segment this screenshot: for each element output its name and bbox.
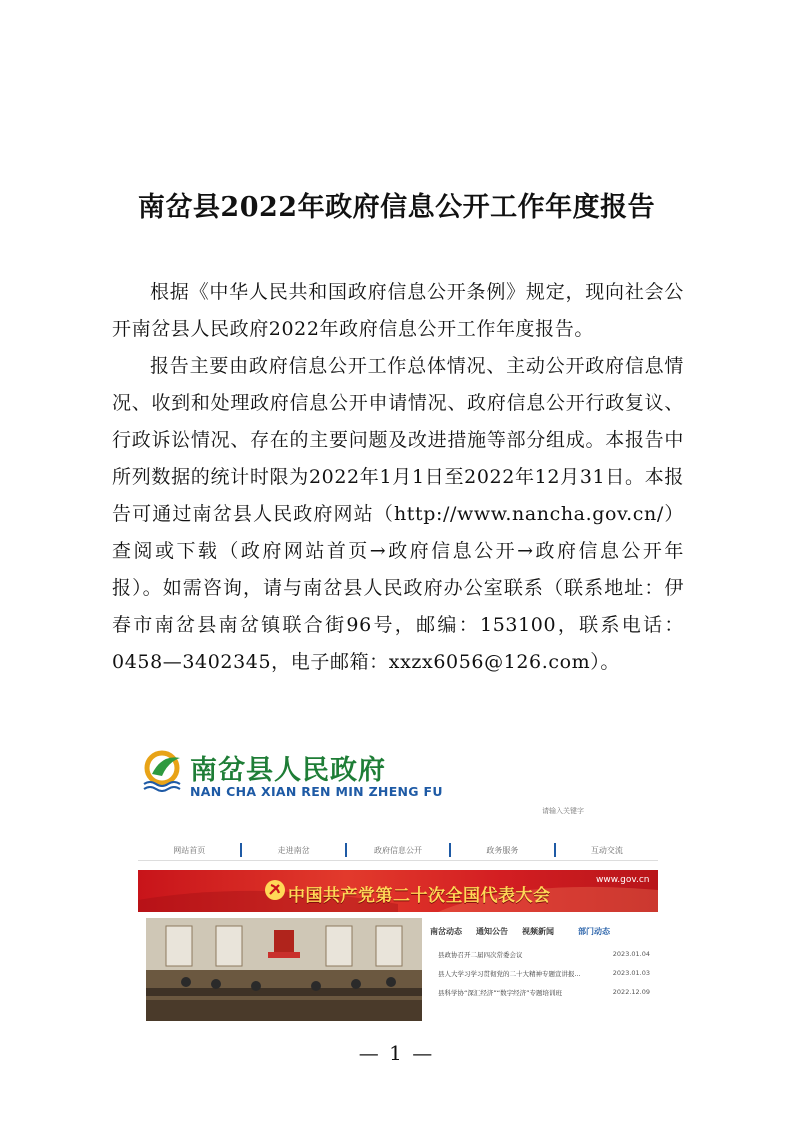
intro-paragraph: 根据《中华人民共和国政府信息公开条例》规定，现向社会公开南岔县人民政府2022年政府信息公开工作年度报告。 bbox=[112, 281, 684, 340]
nav-item-interaction[interactable]: 互动交流 bbox=[590, 845, 623, 855]
news-date: 2023.01.03 bbox=[612, 969, 650, 977]
news-title: 县科学协“深汇经济”“数字经济”专题培训班 bbox=[438, 989, 562, 997]
tab-department-news[interactable]: 部门动态 bbox=[578, 927, 610, 936]
news-item[interactable] bbox=[438, 988, 650, 998]
website-screenshot bbox=[138, 742, 658, 1022]
news-title: 县政协召开二届四次常委会议 bbox=[438, 951, 523, 959]
party-emblem-icon bbox=[264, 879, 286, 901]
scope-paragraph: 报告主要由政府信息公开工作总体情况、主动公开政府信息情况、收到和处理政府信息公开申请情况、政府信息公开行政复议、行政诉讼情况、存在的主要问题及改进措施等部分组成。本报告中所列数据的统计时限为2022年1月1日至2022年12月31日。本报告可通过南岔县人民政府网站（http://www.nancha.gov.cn/）查阅或下载（政府网站首页→政府信息公开→政府信息公开年报）。如需咨询，请与南岔县人民政府办公室联系（联系地址：伊春市南岔县南岔镇联合街96号，邮编：153100，联系电话：0458—3402345，电子邮箱：xxzx6056@126.com）。 bbox=[112, 355, 684, 673]
site-logo-pinyin: NAN CHA XIAN REN MIN ZHENG FU bbox=[190, 784, 443, 799]
tab-video-news[interactable]: 视频新闻 bbox=[522, 927, 554, 936]
nav-item-about[interactable]: 走进南岔 bbox=[277, 845, 310, 855]
news-item[interactable] bbox=[438, 969, 650, 979]
meeting-photo-illustration bbox=[146, 918, 422, 1021]
congress-banner[interactable] bbox=[138, 870, 658, 912]
news-title: 县人大学习学习贯彻党的二十大精神专题宣讲报... bbox=[438, 970, 581, 978]
page-number: — 1 — bbox=[358, 1041, 435, 1065]
news-date: 2022.12.09 bbox=[612, 988, 650, 996]
banner-url: www.gov.cn bbox=[596, 875, 650, 885]
nav-item-info-disclosure[interactable]: 政府信息公开 bbox=[374, 845, 423, 855]
meeting-photo[interactable] bbox=[146, 918, 422, 1021]
site-logo-text: 南岔县人民政府 bbox=[190, 755, 386, 786]
nav-item-home[interactable]: 网站首页 bbox=[173, 845, 206, 855]
search-input[interactable]: 请输入关键字 bbox=[542, 807, 584, 815]
nav-item-services[interactable]: 政务服务 bbox=[486, 845, 519, 855]
report-title: 南岔县2022年政府信息公开工作年度报告 bbox=[137, 192, 656, 223]
news-item[interactable] bbox=[438, 950, 650, 960]
tab-nancha-news[interactable]: 南岔动态 bbox=[430, 927, 462, 936]
news-tabs bbox=[430, 926, 658, 938]
tab-notices[interactable]: 通知公告 bbox=[476, 927, 508, 936]
government-logo-icon bbox=[142, 748, 186, 792]
banner-title: 中国共产党第二十次全国代表大会 bbox=[288, 886, 551, 906]
site-nav bbox=[138, 840, 658, 861]
news-date: 2023.01.04 bbox=[612, 950, 650, 958]
